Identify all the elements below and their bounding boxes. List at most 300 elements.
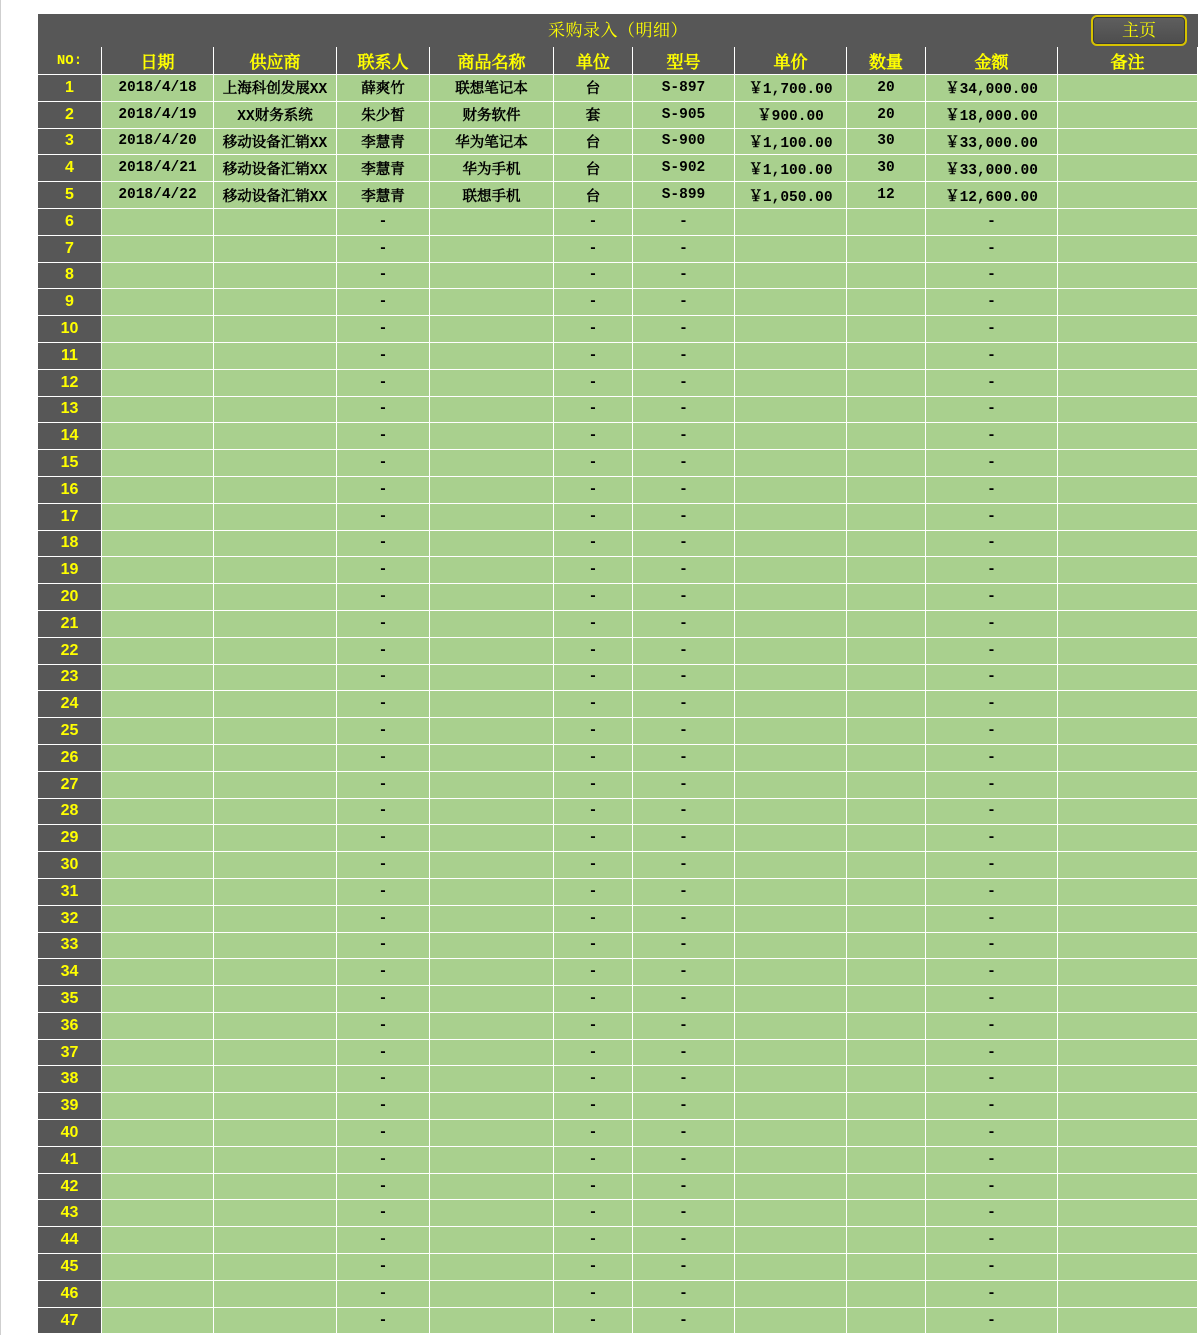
cell-quantity[interactable]	[847, 611, 926, 638]
cell-unit[interactable]: -	[554, 209, 633, 236]
cell-contact[interactable]: -	[337, 423, 430, 450]
cell-quantity[interactable]	[847, 1066, 926, 1093]
cell-unit[interactable]: -	[554, 557, 633, 584]
cell-unit-price[interactable]	[735, 423, 847, 450]
cell-unit-price[interactable]	[735, 718, 847, 745]
cell-unit[interactable]: -	[554, 1254, 633, 1281]
cell-contact[interactable]: -	[337, 879, 430, 906]
cell-amount[interactable]: -	[926, 1147, 1058, 1174]
cell-quantity[interactable]	[847, 745, 926, 772]
cell-contact[interactable]: -	[337, 370, 430, 397]
cell-quantity[interactable]	[847, 423, 926, 450]
cell-supplier[interactable]	[214, 209, 337, 236]
cell-note[interactable]	[1058, 1254, 1198, 1281]
cell-product[interactable]: 联想手机	[430, 182, 554, 209]
cell-amount[interactable]: -	[926, 1174, 1058, 1201]
cell-amount[interactable]: -	[926, 557, 1058, 584]
cell-supplier[interactable]	[214, 1254, 337, 1281]
cell-contact[interactable]: -	[337, 1281, 430, 1308]
cell-model[interactable]: S-905	[633, 102, 735, 129]
cell-date[interactable]	[102, 933, 214, 960]
cell-contact[interactable]: -	[337, 1066, 430, 1093]
cell-date[interactable]	[102, 209, 214, 236]
cell-unit[interactable]: -	[554, 825, 633, 852]
cell-product[interactable]	[430, 1200, 554, 1227]
cell-quantity[interactable]	[847, 584, 926, 611]
cell-supplier[interactable]	[214, 799, 337, 826]
cell-product[interactable]	[430, 1093, 554, 1120]
cell-amount[interactable]: -	[926, 531, 1058, 558]
cell-unit-price[interactable]	[735, 343, 847, 370]
cell-product[interactable]	[430, 1254, 554, 1281]
cell-product[interactable]	[430, 423, 554, 450]
cell-unit[interactable]: -	[554, 1066, 633, 1093]
cell-amount[interactable]: -	[926, 1066, 1058, 1093]
cell-unit[interactable]: 台	[554, 129, 633, 156]
cell-model[interactable]: -	[633, 289, 735, 316]
cell-date[interactable]	[102, 906, 214, 933]
cell-product[interactable]	[430, 263, 554, 290]
cell-unit-price[interactable]	[735, 665, 847, 692]
cell-supplier[interactable]	[214, 423, 337, 450]
cell-note[interactable]	[1058, 799, 1198, 826]
cell-amount[interactable]: -	[926, 504, 1058, 531]
cell-unit[interactable]: -	[554, 316, 633, 343]
cell-model[interactable]: -	[633, 772, 735, 799]
cell-product[interactable]	[430, 1308, 554, 1335]
cell-date[interactable]	[102, 236, 214, 263]
cell-contact[interactable]: -	[337, 289, 430, 316]
cell-note[interactable]	[1058, 825, 1198, 852]
cell-amount[interactable]: -	[926, 825, 1058, 852]
cell-unit[interactable]: -	[554, 1308, 633, 1335]
cell-model[interactable]: -	[633, 1227, 735, 1254]
cell-product[interactable]	[430, 906, 554, 933]
cell-note[interactable]	[1058, 450, 1198, 477]
cell-unit-price[interactable]	[735, 557, 847, 584]
cell-quantity[interactable]	[847, 1147, 926, 1174]
cell-amount[interactable]: -	[926, 477, 1058, 504]
cell-amount[interactable]: -	[926, 745, 1058, 772]
cell-quantity[interactable]	[847, 504, 926, 531]
cell-model[interactable]: -	[633, 477, 735, 504]
cell-quantity[interactable]	[847, 477, 926, 504]
cell-quantity[interactable]	[847, 933, 926, 960]
cell-unit[interactable]: -	[554, 236, 633, 263]
cell-unit-price[interactable]	[735, 906, 847, 933]
cell-product[interactable]	[430, 1147, 554, 1174]
cell-model[interactable]: -	[633, 209, 735, 236]
cell-note[interactable]	[1058, 879, 1198, 906]
cell-product[interactable]	[430, 799, 554, 826]
cell-amount[interactable]: -	[926, 1120, 1058, 1147]
cell-contact[interactable]: -	[337, 772, 430, 799]
cell-quantity[interactable]	[847, 1254, 926, 1281]
cell-contact[interactable]: 李慧青	[337, 182, 430, 209]
cell-date[interactable]	[102, 1308, 214, 1335]
cell-date[interactable]	[102, 531, 214, 558]
cell-model[interactable]: -	[633, 450, 735, 477]
cell-amount[interactable]: -	[926, 611, 1058, 638]
cell-note[interactable]	[1058, 343, 1198, 370]
cell-quantity[interactable]: 12	[847, 182, 926, 209]
cell-model[interactable]: -	[633, 1013, 735, 1040]
cell-unit[interactable]: -	[554, 1120, 633, 1147]
cell-supplier[interactable]	[214, 933, 337, 960]
cell-note[interactable]	[1058, 263, 1198, 290]
cell-product[interactable]	[430, 638, 554, 665]
cell-amount[interactable]: -	[926, 906, 1058, 933]
cell-supplier[interactable]: 移动设备汇销XX	[214, 129, 337, 156]
cell-product[interactable]	[430, 584, 554, 611]
cell-contact[interactable]: -	[337, 343, 430, 370]
cell-date[interactable]	[102, 718, 214, 745]
cell-quantity[interactable]	[847, 531, 926, 558]
cell-model[interactable]: -	[633, 1147, 735, 1174]
cell-note[interactable]	[1058, 665, 1198, 692]
cell-supplier[interactable]	[214, 557, 337, 584]
cell-amount[interactable]: ￥34,000.00	[926, 75, 1058, 102]
cell-quantity[interactable]	[847, 799, 926, 826]
cell-unit-price[interactable]	[735, 584, 847, 611]
cell-quantity[interactable]: 30	[847, 155, 926, 182]
cell-supplier[interactable]	[214, 343, 337, 370]
cell-supplier[interactable]	[214, 1147, 337, 1174]
cell-quantity[interactable]	[847, 906, 926, 933]
cell-supplier[interactable]	[214, 1281, 337, 1308]
cell-supplier[interactable]	[214, 504, 337, 531]
cell-model[interactable]: -	[633, 745, 735, 772]
cell-supplier[interactable]	[214, 906, 337, 933]
cell-note[interactable]	[1058, 1147, 1198, 1174]
cell-amount[interactable]: -	[926, 1308, 1058, 1335]
cell-unit-price[interactable]	[735, 397, 847, 424]
cell-note[interactable]	[1058, 1040, 1198, 1067]
cell-date[interactable]	[102, 1093, 214, 1120]
cell-date[interactable]	[102, 1147, 214, 1174]
cell-product[interactable]	[430, 665, 554, 692]
cell-product[interactable]	[430, 1040, 554, 1067]
cell-unit[interactable]: -	[554, 879, 633, 906]
cell-date[interactable]	[102, 316, 214, 343]
cell-supplier[interactable]	[214, 1308, 337, 1335]
cell-unit-price[interactable]: ￥1,700.00	[735, 75, 847, 102]
cell-unit-price[interactable]	[735, 959, 847, 986]
cell-product[interactable]	[430, 745, 554, 772]
cell-note[interactable]	[1058, 611, 1198, 638]
cell-note[interactable]	[1058, 1066, 1198, 1093]
cell-product[interactable]	[430, 772, 554, 799]
cell-model[interactable]: -	[633, 852, 735, 879]
cell-product[interactable]	[430, 236, 554, 263]
cell-quantity[interactable]	[847, 450, 926, 477]
cell-amount[interactable]: -	[926, 263, 1058, 290]
cell-model[interactable]: S-902	[633, 155, 735, 182]
cell-model[interactable]: -	[633, 397, 735, 424]
cell-contact[interactable]: -	[337, 1308, 430, 1335]
cell-model[interactable]: -	[633, 986, 735, 1013]
cell-unit[interactable]: 台	[554, 75, 633, 102]
cell-supplier[interactable]	[214, 477, 337, 504]
cell-date[interactable]	[102, 772, 214, 799]
cell-unit[interactable]: -	[554, 423, 633, 450]
cell-amount[interactable]: -	[926, 584, 1058, 611]
cell-unit-price[interactable]	[735, 1013, 847, 1040]
cell-unit-price[interactable]	[735, 1200, 847, 1227]
cell-note[interactable]	[1058, 423, 1198, 450]
cell-quantity[interactable]	[847, 557, 926, 584]
cell-amount[interactable]: -	[926, 1093, 1058, 1120]
cell-unit-price[interactable]: ￥900.00	[735, 102, 847, 129]
cell-note[interactable]	[1058, 397, 1198, 424]
cell-unit[interactable]: -	[554, 289, 633, 316]
cell-unit-price[interactable]	[735, 852, 847, 879]
cell-model[interactable]: -	[633, 1174, 735, 1201]
cell-date[interactable]: 2018/4/20	[102, 129, 214, 156]
cell-amount[interactable]: -	[926, 799, 1058, 826]
cell-model[interactable]: -	[633, 423, 735, 450]
cell-unit[interactable]: -	[554, 745, 633, 772]
cell-quantity[interactable]	[847, 1308, 926, 1335]
cell-supplier[interactable]	[214, 1013, 337, 1040]
cell-contact[interactable]: -	[337, 1174, 430, 1201]
cell-contact[interactable]: -	[337, 638, 430, 665]
cell-unit[interactable]: -	[554, 343, 633, 370]
cell-contact[interactable]: -	[337, 933, 430, 960]
cell-model[interactable]: -	[633, 370, 735, 397]
cell-unit-price[interactable]	[735, 638, 847, 665]
cell-note[interactable]	[1058, 1200, 1198, 1227]
cell-note[interactable]	[1058, 1120, 1198, 1147]
cell-date[interactable]	[102, 1281, 214, 1308]
cell-quantity[interactable]	[847, 772, 926, 799]
cell-model[interactable]: -	[633, 1254, 735, 1281]
cell-product[interactable]	[430, 1281, 554, 1308]
cell-quantity[interactable]: 20	[847, 102, 926, 129]
cell-product[interactable]	[430, 557, 554, 584]
cell-date[interactable]: 2018/4/22	[102, 182, 214, 209]
cell-unit[interactable]: -	[554, 718, 633, 745]
cell-quantity[interactable]	[847, 1013, 926, 1040]
cell-model[interactable]: -	[633, 933, 735, 960]
cell-unit[interactable]: -	[554, 584, 633, 611]
cell-contact[interactable]: -	[337, 959, 430, 986]
cell-quantity[interactable]	[847, 1200, 926, 1227]
cell-supplier[interactable]	[214, 1040, 337, 1067]
cell-date[interactable]	[102, 611, 214, 638]
cell-unit[interactable]: -	[554, 852, 633, 879]
cell-model[interactable]: -	[633, 316, 735, 343]
cell-contact[interactable]: -	[337, 1200, 430, 1227]
cell-model[interactable]: -	[633, 1200, 735, 1227]
cell-date[interactable]	[102, 1120, 214, 1147]
cell-unit-price[interactable]	[735, 1066, 847, 1093]
cell-model[interactable]: -	[633, 959, 735, 986]
cell-unit[interactable]: -	[554, 933, 633, 960]
cell-contact[interactable]: -	[337, 1254, 430, 1281]
cell-model[interactable]: -	[633, 691, 735, 718]
cell-supplier[interactable]	[214, 316, 337, 343]
cell-supplier[interactable]	[214, 450, 337, 477]
cell-product[interactable]	[430, 1013, 554, 1040]
cell-product[interactable]	[430, 825, 554, 852]
cell-note[interactable]	[1058, 1013, 1198, 1040]
cell-product[interactable]	[430, 209, 554, 236]
cell-date[interactable]	[102, 397, 214, 424]
cell-model[interactable]: -	[633, 1308, 735, 1335]
cell-amount[interactable]: -	[926, 718, 1058, 745]
cell-product[interactable]	[430, 1120, 554, 1147]
cell-amount[interactable]: -	[926, 1200, 1058, 1227]
cell-note[interactable]	[1058, 906, 1198, 933]
cell-date[interactable]	[102, 1254, 214, 1281]
cell-note[interactable]	[1058, 584, 1198, 611]
cell-amount[interactable]: -	[926, 772, 1058, 799]
cell-model[interactable]: -	[633, 718, 735, 745]
cell-note[interactable]	[1058, 986, 1198, 1013]
cell-unit-price[interactable]	[735, 825, 847, 852]
cell-model[interactable]: -	[633, 531, 735, 558]
cell-date[interactable]	[102, 343, 214, 370]
cell-amount[interactable]: -	[926, 1254, 1058, 1281]
cell-unit-price[interactable]	[735, 986, 847, 1013]
cell-unit[interactable]: -	[554, 1281, 633, 1308]
cell-date[interactable]	[102, 825, 214, 852]
cell-date[interactable]	[102, 959, 214, 986]
cell-contact[interactable]: -	[337, 477, 430, 504]
cell-note[interactable]	[1058, 477, 1198, 504]
cell-contact[interactable]: -	[337, 665, 430, 692]
cell-unit[interactable]: -	[554, 1174, 633, 1201]
cell-unit[interactable]: 套	[554, 102, 633, 129]
cell-unit-price[interactable]	[735, 236, 847, 263]
cell-supplier[interactable]	[214, 236, 337, 263]
cell-supplier[interactable]	[214, 1227, 337, 1254]
cell-unit[interactable]: -	[554, 691, 633, 718]
cell-date[interactable]	[102, 1174, 214, 1201]
cell-unit-price[interactable]	[735, 209, 847, 236]
cell-amount[interactable]: -	[926, 450, 1058, 477]
cell-product[interactable]	[430, 450, 554, 477]
cell-product[interactable]	[430, 531, 554, 558]
cell-date[interactable]	[102, 1200, 214, 1227]
cell-note[interactable]	[1058, 531, 1198, 558]
cell-contact[interactable]: -	[337, 906, 430, 933]
cell-date[interactable]	[102, 691, 214, 718]
cell-unit[interactable]: -	[554, 477, 633, 504]
cell-unit-price[interactable]	[735, 316, 847, 343]
cell-unit-price[interactable]	[735, 1174, 847, 1201]
cell-contact[interactable]: -	[337, 209, 430, 236]
cell-unit[interactable]: -	[554, 638, 633, 665]
cell-amount[interactable]: -	[926, 236, 1058, 263]
cell-unit[interactable]: -	[554, 986, 633, 1013]
cell-amount[interactable]: -	[926, 665, 1058, 692]
cell-unit-price[interactable]	[735, 1120, 847, 1147]
cell-date[interactable]	[102, 745, 214, 772]
cell-model[interactable]: -	[633, 1093, 735, 1120]
cell-amount[interactable]: -	[926, 1040, 1058, 1067]
cell-date[interactable]	[102, 557, 214, 584]
cell-amount[interactable]: ￥18,000.00	[926, 102, 1058, 129]
cell-note[interactable]	[1058, 1281, 1198, 1308]
cell-unit[interactable]: -	[554, 665, 633, 692]
cell-model[interactable]: -	[633, 1281, 735, 1308]
cell-quantity[interactable]	[847, 263, 926, 290]
cell-contact[interactable]: -	[337, 986, 430, 1013]
cell-unit-price[interactable]	[735, 772, 847, 799]
cell-unit-price[interactable]	[735, 879, 847, 906]
cell-unit[interactable]: -	[554, 772, 633, 799]
cell-contact[interactable]: -	[337, 584, 430, 611]
cell-contact[interactable]: -	[337, 504, 430, 531]
cell-contact[interactable]: 朱少皙	[337, 102, 430, 129]
cell-unit[interactable]: -	[554, 1200, 633, 1227]
cell-note[interactable]	[1058, 772, 1198, 799]
cell-contact[interactable]: -	[337, 1093, 430, 1120]
cell-quantity[interactable]	[847, 1281, 926, 1308]
cell-product[interactable]	[430, 1174, 554, 1201]
cell-model[interactable]: -	[633, 638, 735, 665]
cell-quantity[interactable]	[847, 397, 926, 424]
cell-unit[interactable]: -	[554, 397, 633, 424]
cell-model[interactable]: -	[633, 557, 735, 584]
cell-contact[interactable]: -	[337, 236, 430, 263]
cell-contact[interactable]: 李慧青	[337, 129, 430, 156]
cell-quantity[interactable]	[847, 1120, 926, 1147]
cell-contact[interactable]: -	[337, 825, 430, 852]
cell-note[interactable]	[1058, 504, 1198, 531]
cell-model[interactable]: -	[633, 799, 735, 826]
cell-quantity[interactable]	[847, 825, 926, 852]
cell-product[interactable]	[430, 477, 554, 504]
cell-quantity[interactable]	[847, 316, 926, 343]
cell-model[interactable]: -	[633, 584, 735, 611]
cell-product[interactable]	[430, 959, 554, 986]
cell-date[interactable]	[102, 1040, 214, 1067]
cell-date[interactable]	[102, 1066, 214, 1093]
cell-note[interactable]	[1058, 370, 1198, 397]
cell-model[interactable]: -	[633, 1040, 735, 1067]
cell-date[interactable]	[102, 879, 214, 906]
cell-amount[interactable]: -	[926, 638, 1058, 665]
cell-quantity[interactable]	[847, 1227, 926, 1254]
cell-amount[interactable]: -	[926, 316, 1058, 343]
cell-contact[interactable]: -	[337, 263, 430, 290]
cell-product[interactable]	[430, 504, 554, 531]
cell-quantity[interactable]	[847, 665, 926, 692]
cell-quantity[interactable]	[847, 343, 926, 370]
cell-supplier[interactable]	[214, 531, 337, 558]
cell-contact[interactable]: -	[337, 1120, 430, 1147]
cell-unit[interactable]: -	[554, 1013, 633, 1040]
cell-unit-price[interactable]	[735, 263, 847, 290]
cell-contact[interactable]: -	[337, 1040, 430, 1067]
cell-contact[interactable]: -	[337, 718, 430, 745]
cell-unit-price[interactable]	[735, 933, 847, 960]
cell-date[interactable]	[102, 504, 214, 531]
cell-note[interactable]	[1058, 316, 1198, 343]
cell-unit[interactable]: -	[554, 263, 633, 290]
cell-model[interactable]: -	[633, 236, 735, 263]
cell-supplier[interactable]	[214, 986, 337, 1013]
cell-contact[interactable]: -	[337, 531, 430, 558]
cell-note[interactable]	[1058, 1227, 1198, 1254]
cell-unit[interactable]: 台	[554, 182, 633, 209]
cell-unit[interactable]: -	[554, 906, 633, 933]
cell-product[interactable]	[430, 879, 554, 906]
cell-date[interactable]	[102, 263, 214, 290]
